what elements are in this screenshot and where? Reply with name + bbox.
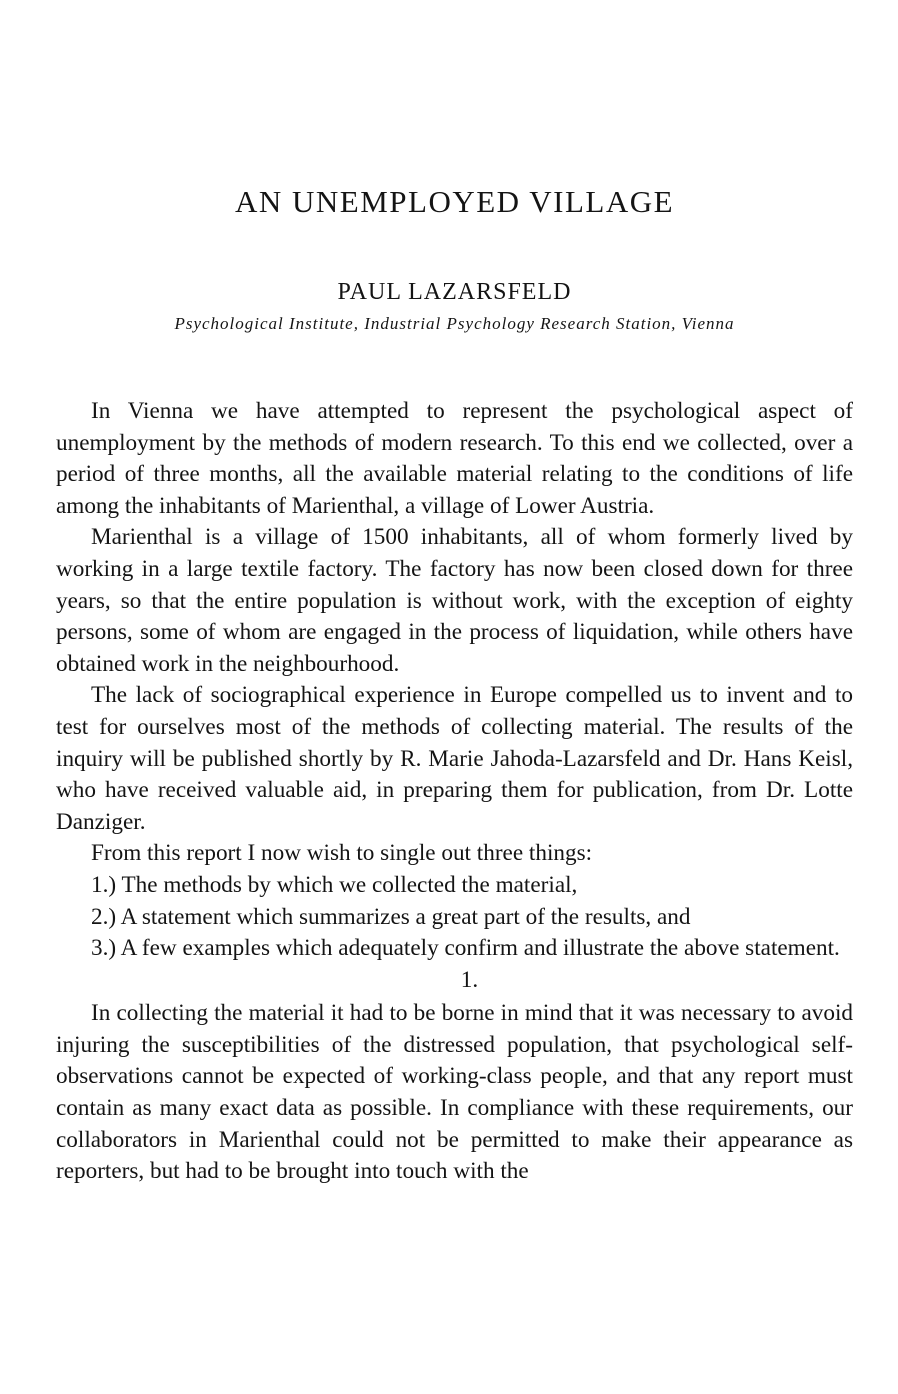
paragraph: The lack of sociographical experience in Europe compelled us to invent and to test for ourselves most of the methods of collecting material. The results of the inquiry will be published shortly by R. Marie Jahoda-Lazarsfeld and Dr. Hans Keisl, who have received valuable aid, in preparing them for publication, from Dr. Lotte Danziger.: [56, 682, 853, 835]
article-body: [56, 396, 853, 1188]
article-title: AN UNEMPLOYED VILLAGE: [234, 184, 675, 219]
paragraph: Marienthal is a village of 1500 inhabitants, all of whom formerly lived by working in a large textile factory. The factory has now been closed down for three years, so that the entire population is without work, with the exception of eighty persons, some of whom are engaged in the process of liquidation, while others have obtained work in the neighbourhood.: [56, 524, 853, 677]
paragraph: In Vienna we have attempted to represent the psychological aspect of unemployment by the methods of modern research. To this end we collected, over a period of three months, all the available material relating to the conditions of life among the inhabitants of Marienthal, a village of Lower Austria.: [56, 398, 853, 519]
paragraph: In collecting the material it had to be borne in mind that it was necessary to avoid injuring the susceptibilities of the distressed population, that psychological self-observations cannot be expected of working-class people, and that any report must contain as many exact data as possible. In compliance with these requirements, our collaborators in Marienthal could not be permitted to make their appearance as reporters, but had to be brought into touch with the: [56, 1000, 853, 1185]
section-heading: 1.: [460, 966, 479, 993]
author-affiliation: Psychological Institute, Industrial Psychology Research Station, Vienna: [174, 314, 735, 333]
list-item: 1.) The methods by which we collected the material,: [91, 871, 578, 898]
list-item: 3.) A few examples which adequately confirm and illustrate the above statement.: [91, 935, 840, 962]
list-item: 2.) A statement which summarizes a great part of the results, and: [91, 903, 691, 930]
author-name: PAUL LAZARSFELD: [337, 279, 572, 305]
paragraph: From this report I now wish to single out three things:: [91, 840, 593, 867]
